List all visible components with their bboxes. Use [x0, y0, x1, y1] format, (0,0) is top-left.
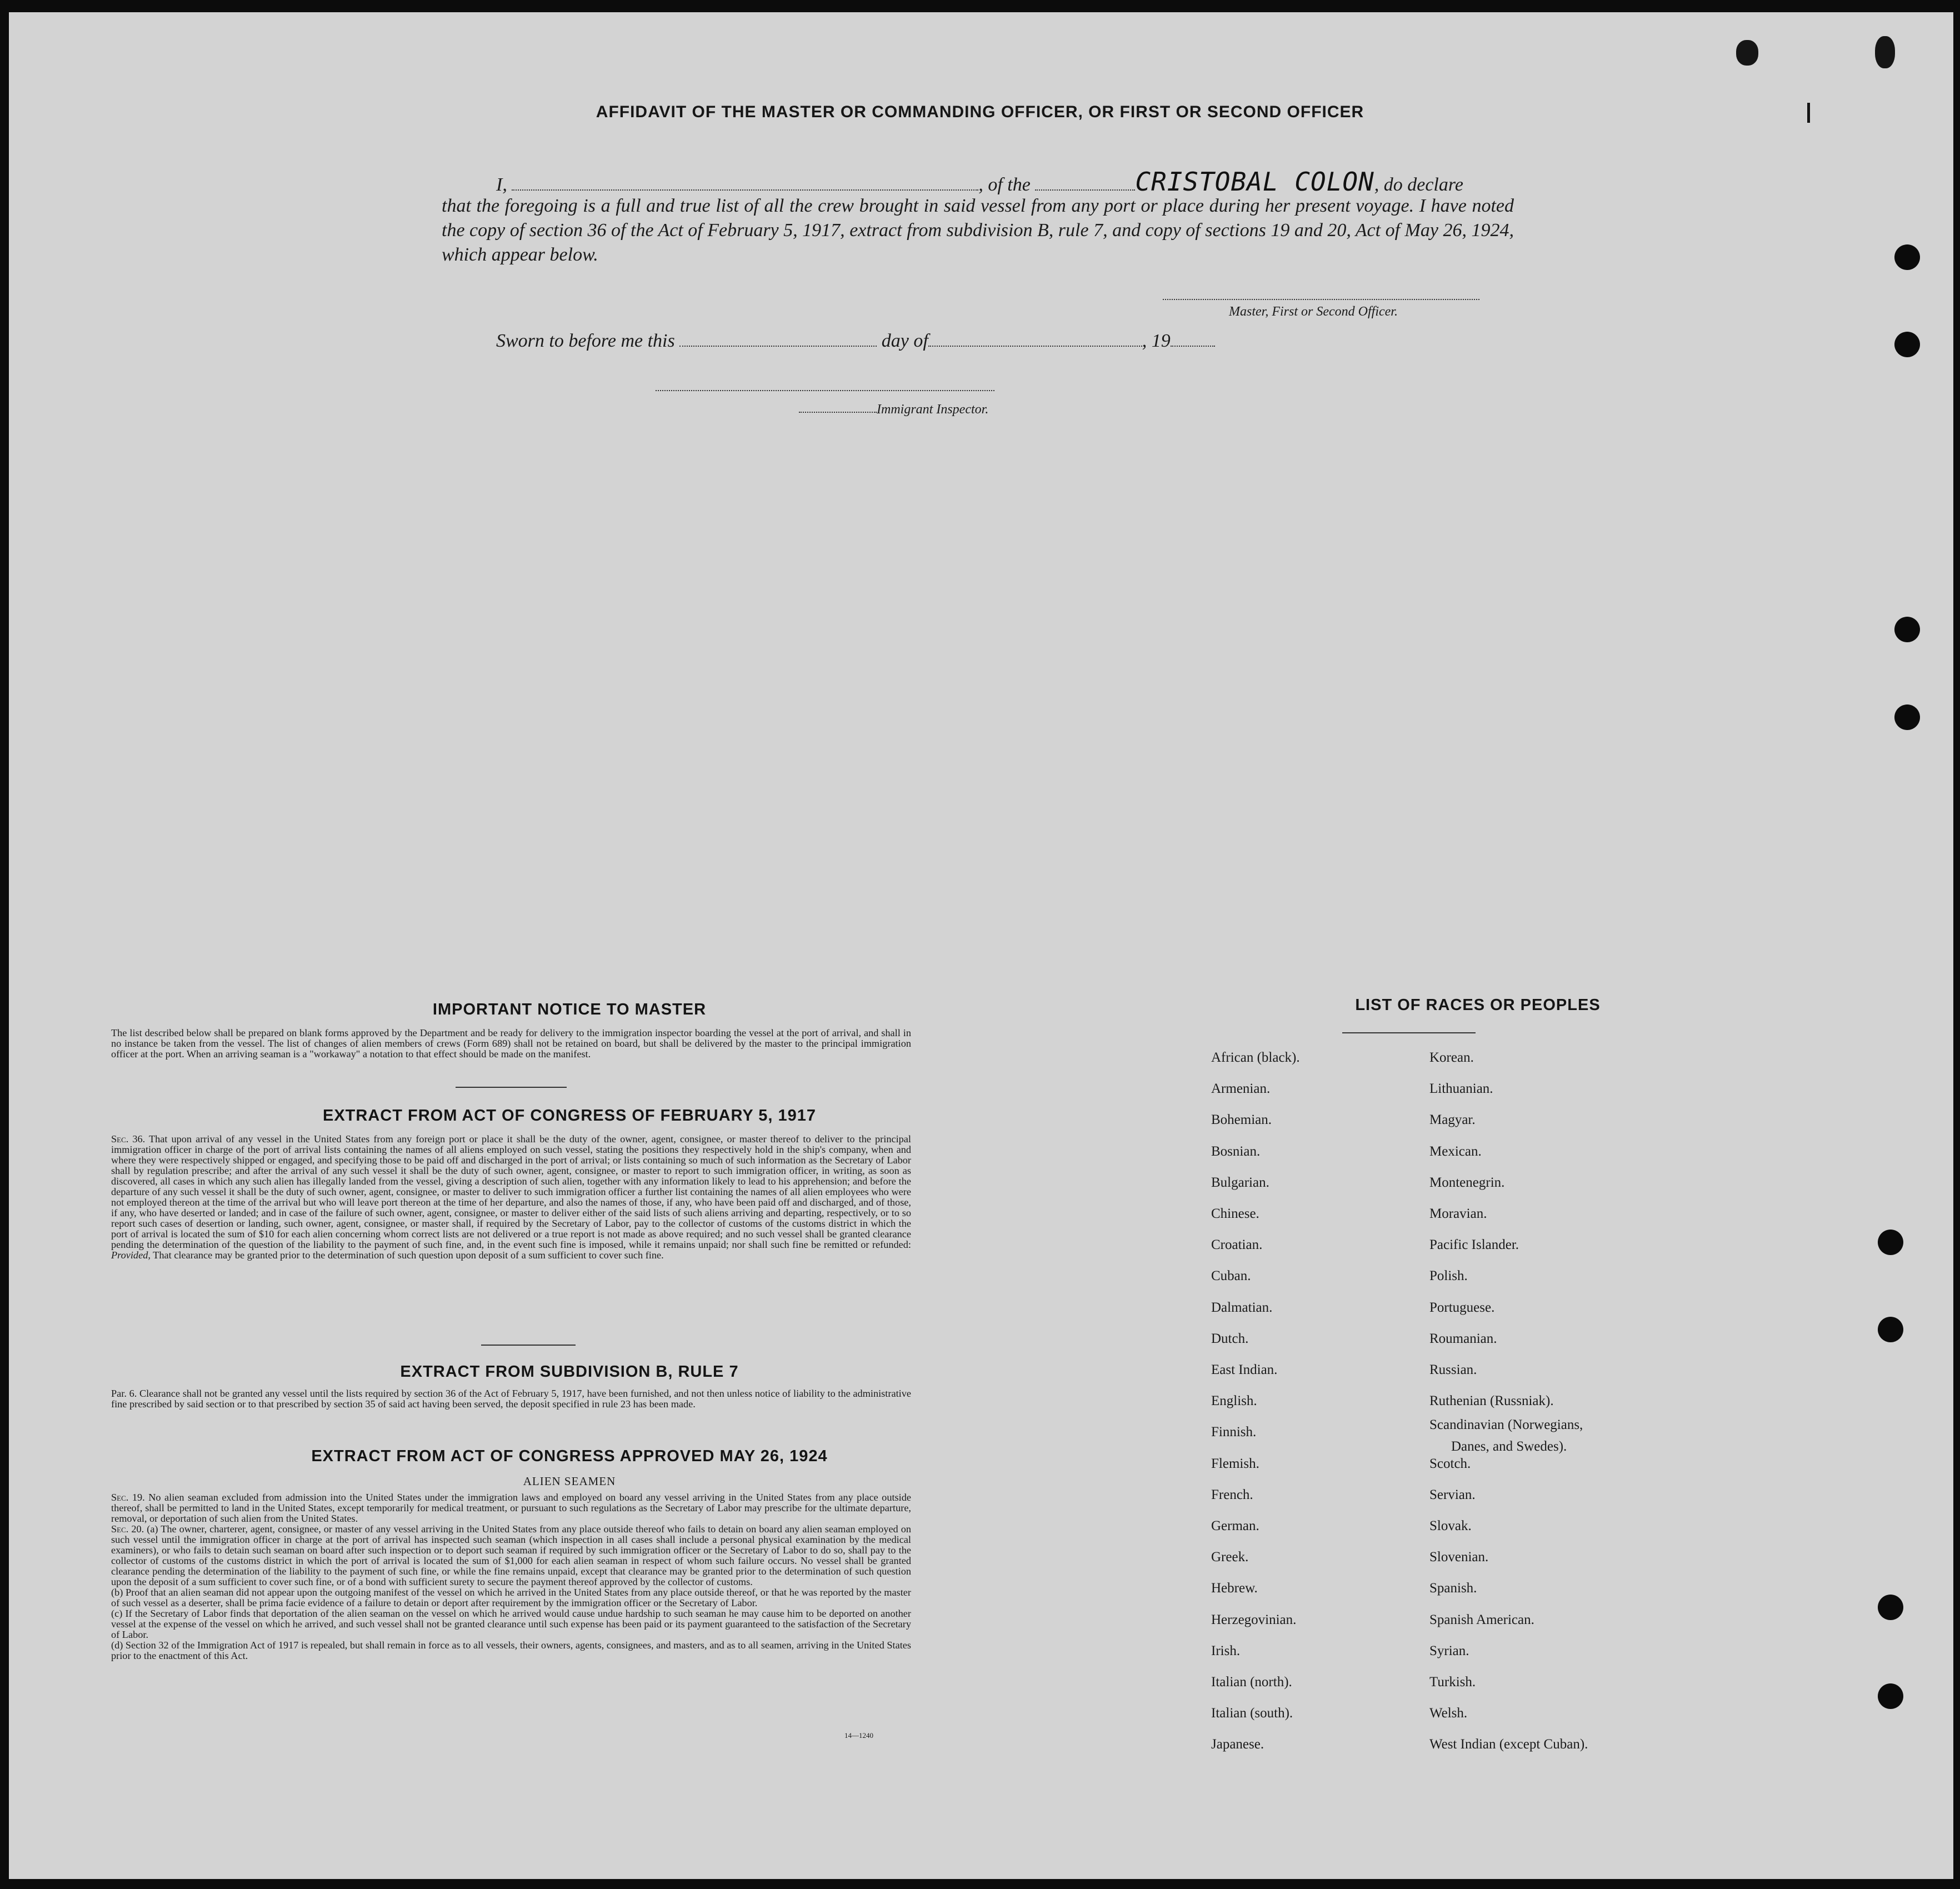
month-blank	[928, 331, 1142, 347]
race-item: Russian.	[1429, 1362, 1477, 1377]
race-item: Flemish.	[1211, 1456, 1259, 1471]
race-item: Slovak.	[1429, 1518, 1472, 1533]
punch-hole	[1878, 1230, 1903, 1255]
declaration-text: that the foregoing is a full and true list of all the crew brought in said vessel from any port or place during her present voyage. I have noted the copy of section 36 of the Act of February 5, 1917, extract from subdivision B, rule 7, and copy of sections 19 and 20, Act of May 26, 1924, which appear below.	[442, 196, 1514, 265]
race-item: English.	[1211, 1393, 1257, 1409]
race-item: Bohemian.	[1211, 1112, 1272, 1128]
sec-19-body: No alien seaman excluded from admission into the United States under the immigration laws and employed on board any vessel arriving in the United States from any place outside thereof, shall be permitted to land in the United States, except temporarily for medical treatment, or pursuant to such regulations as the Secretary of Labor may prescribe for the ultimate departure, removal, or deportation of such alien from the United States.	[111, 1492, 911, 1524]
affidavit-title: AFFIDAVIT OF THE MASTER OR COMMANDING OFFICER, OR FIRST OR SECOND OFFICER	[596, 103, 1364, 121]
race-item: Chinese.	[1211, 1206, 1259, 1221]
master-signature-line	[1163, 299, 1479, 300]
ink-blot	[1875, 36, 1895, 68]
race-item: Dutch.	[1211, 1331, 1249, 1346]
race-item: Slovenian.	[1429, 1550, 1489, 1565]
inspector-signature-line	[656, 390, 994, 391]
sec-19-label: Sec. 19.	[111, 1492, 145, 1503]
race-item: Polish.	[1429, 1268, 1468, 1284]
race-item: Bosnian.	[1211, 1143, 1261, 1159]
extract-1924-text	[111, 1492, 911, 1661]
race-item: East Indian.	[1211, 1362, 1278, 1377]
extract-rule7-title: EXTRACT FROM SUBDIVISION B, RULE 7	[400, 1363, 739, 1381]
punch-hole	[1878, 1317, 1903, 1342]
race-item: Lithuanian.	[1429, 1081, 1493, 1097]
punch-hole	[1894, 617, 1920, 642]
punch-hole	[1894, 332, 1920, 357]
race-item: Cuban.	[1211, 1268, 1251, 1284]
race-item: Dalmatian.	[1211, 1300, 1273, 1315]
race-item: Syrian.	[1429, 1643, 1469, 1658]
sworn-label: Sworn to before me this	[496, 331, 675, 351]
race-item: Turkish.	[1429, 1675, 1476, 1690]
race-item: Montenegrin.	[1429, 1175, 1505, 1190]
punch-hole	[1894, 244, 1920, 270]
ink-blot	[1736, 40, 1758, 66]
race-item: African (black).	[1211, 1050, 1300, 1065]
extract-1917-title: EXTRACT FROM ACT OF CONGRESS OF FEBRUARY 5, 1917	[322, 1107, 817, 1125]
sec-20c-body: (c) If the Secretary of Labor finds that deportation of the alien seaman on the vessel on which he arrived would cause undue hardship to such seaman he may cause him to be deported on another vessel at the expense of the vessel on which he arrived, and such vessel shall not be granted clearance until such expense has been paid or its payment guaranteed to the satisfaction of the Secretary of Labor.	[111, 1608, 911, 1640]
race-item: Bulgarian.	[1211, 1175, 1269, 1190]
ship-blank-lead	[1035, 175, 1135, 191]
sec-36-body: That upon arrival of any vessel in the United States from any foreign port or place it shall be the duty of the owner, agent, consignee, or master thereof to deliver to the principal immigration officer in charge of the port of arrival lists containing the names of all aliens employed on such vessel, stating the positions they respectively hold in the ship's company, when and where they were respectively shipped or engaged, and specifying those to be paid off and discharged in the port of arrival; or lists containing so much of such information as the Secretary of Labor shall by regulation prescribe; and after the arrival of any such vessel it shall be the duty of such owner, agent, consignee, or master to report to such immigration officer, in writing, as soon as discovered, all cases in which any such alien has illegally landed from the vessel, giving a description of such alien, together with any information likely to lead to his apprehension; and before the departure of any such vessel it shall be the duty of such owner, agent, consignee, or master to deliver to such immigration officer a further list containing the names of all alien employees who were not employed thereon at the time of the arrival but who will leave port thereon at the time of her departure, and also the names of those, if any, who have been paid off and discharged, and of those, if any, who have deserted or landed; and in case of the failure of such owner, agent, consignee, or master to deliver either of the said lists of such aliens arriving and departing, respectively, or to so report such cases of desertion or landing, such owner, agent, consignee, or master shall, if required by the Secretary of Labor, pay to the collector of customs of the customs district in which the port of arrival is located the sum of $10 for each alien concerning whom correct lists are not delivered or a true report is not made as above required; and no such vessel shall be granted clearance pending the determination of the question of the liability to the payment of such fine, and, in the event such fine is imposed, while it remains unpaid; nor shall such fine be remitted or refunded:	[111, 1133, 911, 1250]
race-item: Welsh.	[1429, 1706, 1468, 1721]
form-number: 14—1240	[844, 1731, 873, 1740]
affidavit-first-line	[496, 167, 1463, 197]
race-item: Scandinavian (Norwegians,	[1429, 1417, 1583, 1433]
race-item: Magyar.	[1429, 1112, 1476, 1128]
race-item: Moravian.	[1429, 1206, 1487, 1221]
race-item: Korean.	[1429, 1050, 1474, 1065]
sec-36-label: Sec. 36.	[111, 1133, 146, 1145]
race-item: French.	[1211, 1487, 1253, 1502]
do-declare-label: , do declare	[1374, 174, 1463, 195]
race-item: Portuguese.	[1429, 1300, 1495, 1315]
punch-hole	[1894, 704, 1920, 730]
races-rule	[1342, 1032, 1476, 1033]
race-item: Hebrew.	[1211, 1581, 1258, 1596]
year-blank	[1171, 331, 1215, 347]
race-item: Italian (north).	[1211, 1675, 1292, 1690]
notice-title: IMPORTANT NOTICE TO MASTER	[432, 1001, 707, 1018]
provided-label: Provided,	[111, 1250, 151, 1261]
sec-20a-body: (a) The owner, charterer, agent, consignee, or master of any vessel arriving in the United States from any place outside thereof who fails to detain on board any alien seaman employed on such vessel until the immigration officer in charge at the port of arrival has inspected such seaman (which inspection in all cases shall include a personal physical examination by the medical examiners), or who fails to detain such seaman on board after such inspection or to deport such seaman if required by such immigration officer or the Secretary of Labor to do so, shall pay to the collector of customs of the customs district in which the port of arrival is located the sum of $1,000 for each alien seaman in respect of whom such failure occurs. No vessel shall be granted clearance pending the determination of the liability to the payment of such fine, or while the fine remains unpaid, except that clearance may be granted prior to the determination of such question upon the deposit of a sum sufficient to cover such fine, or of a bond with sufficient surety to secure the payment thereof approved by the collector of customs.	[111, 1523, 911, 1587]
race-item: Greek.	[1211, 1550, 1249, 1565]
race-item: Croatian.	[1211, 1237, 1263, 1253]
extract-1917-text	[111, 1134, 911, 1261]
alien-seamen-subtitle: ALIEN SEAMEN	[523, 1475, 616, 1488]
sec-36-end: That clearance may be granted prior to the determination of such question upon deposit of a sum sufficient to cover such fine.	[153, 1250, 664, 1261]
race-item: Italian (south).	[1211, 1706, 1293, 1721]
sworn-line	[496, 331, 1215, 352]
day-of-label: day of	[881, 331, 928, 351]
section-rule	[456, 1087, 567, 1088]
master-signature-caption: Master, First or Second Officer.	[1229, 304, 1398, 319]
race-item: Roumanian.	[1429, 1331, 1497, 1346]
name-blank	[512, 175, 978, 191]
extract-1924-title: EXTRACT FROM ACT OF CONGRESS APPROVED MAY 26, 1924	[311, 1447, 828, 1465]
race-item: Pacific Islander.	[1429, 1237, 1519, 1253]
section-rule	[481, 1345, 576, 1346]
race-item: Danes, and Swedes).	[1451, 1439, 1567, 1455]
sec-20b-body: (b) Proof that an alien seaman did not appear upon the outgoing manifest of the vessel on which he arrived in the United States from any place outside thereof, or that he was reported by the master of such vessel as a deserter, shall be prima facie evidence of a failure to detain or deport after requirement by the immigration officer or the Secretary of Labor.	[111, 1587, 911, 1608]
year-label: , 19	[1142, 331, 1171, 351]
i-label: I,	[496, 174, 507, 195]
race-item: Mexican.	[1429, 1143, 1482, 1159]
punch-hole	[1878, 1683, 1903, 1709]
ship-name: CRISTOBAL COLON	[1135, 167, 1374, 197]
race-item: Armenian.	[1211, 1081, 1271, 1097]
race-item: Ruthenian (Russniak).	[1429, 1393, 1554, 1409]
race-item: Herzegovinian.	[1211, 1612, 1297, 1627]
sec-20-label: Sec. 20.	[111, 1523, 144, 1535]
race-item: German.	[1211, 1518, 1259, 1533]
inspector-signature-line-lead	[799, 412, 877, 413]
race-item: Spanish.	[1429, 1581, 1477, 1596]
race-item: Scotch.	[1429, 1456, 1471, 1471]
races-title: LIST OF RACES OR PEOPLES	[1355, 996, 1601, 1014]
race-item: Irish.	[1211, 1643, 1241, 1658]
of-the-label: , of the	[978, 174, 1031, 195]
punch-hole	[1878, 1595, 1903, 1620]
race-item: Finnish.	[1211, 1425, 1257, 1440]
notice-text: The list described below shall be prepared on blank forms approved by the Department and be ready for delivery to the immigration inspector boarding the vessel at the port of arrival, and shall in no instance be taken from the vessel. The list of changes of alien members of crews (Form 689) shall not be retained on board, but shall be delivered by the master to the principal immigration officer at the port. When an arriving seaman is a "workaway" a notation to that effect should be made on the manifest.	[111, 1027, 911, 1060]
inspector-caption: Immigrant Inspector.	[877, 402, 989, 417]
extract-rule7-text: Par. 6. Clearance shall not be granted any vessel until the lists required by section 36 of the Act of February 5, 1917, have been furnished, and not then unless notice of liability to the administrative fine prescribed by said section or to that prescribed by section 35 of said act having been served, the deposit specified in rule 23 has been made.	[111, 1388, 911, 1410]
race-item: Servian.	[1429, 1487, 1476, 1502]
sec-20d-body: (d) Section 32 of the Immigration Act of 1917 is repealed, but shall remain in force as to all vessels, their owners, agents, consignees, and masters, and as to all seamen, arriving in the United States prior to the enactment of this Act.	[111, 1640, 911, 1661]
race-item: Japanese.	[1211, 1737, 1264, 1752]
day-blank	[679, 331, 877, 347]
race-item: West Indian (except Cuban).	[1429, 1737, 1588, 1752]
race-item: Spanish American.	[1429, 1612, 1534, 1627]
